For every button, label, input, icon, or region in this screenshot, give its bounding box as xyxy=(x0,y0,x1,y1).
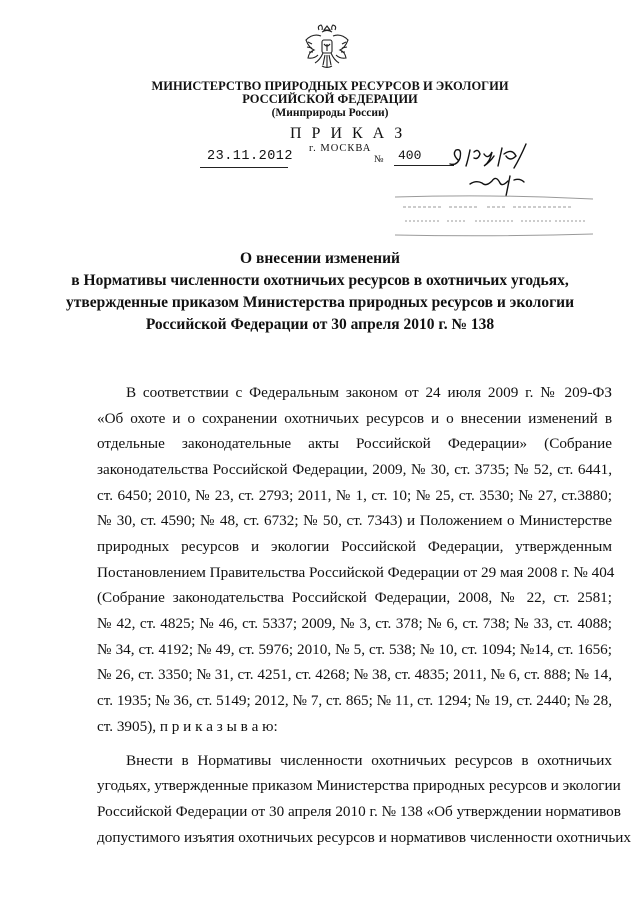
body-line: В соответствии с Федеральным законом от 24 июля 2009 г. № 209-ФЗ xyxy=(126,384,612,401)
body-line: Внести в Нормативы численности охотничьих ресурсов в охотничьих xyxy=(126,752,612,769)
handwritten-signature xyxy=(440,142,550,200)
body-line: Постановлением Правительства Российской Федерации от 29 мая 2008 г. № 404 xyxy=(97,564,615,581)
body-line: ст. 1935; № 36, ст. 5149; 2012, № 7, ст. 865; № 11, ст. 1294; № 19, ст. 2440; № 28, xyxy=(97,692,612,709)
ministry-name-line2: РОССИЙСКОЙ ФЕДЕРАЦИИ xyxy=(242,92,418,106)
body-line: № 42, ст. 4825; № 46, ст. 5337; 2009, № 3, ст. 378; № 6, ст. 738; № 33, ст. 4088; xyxy=(97,615,612,632)
order-title-line3: утвержденные приказом Министерства природных ресурсов и экологии xyxy=(65,294,575,311)
document-date: 23.11.2012 xyxy=(207,149,294,164)
body-line: природных ресурсов и экологии Российской Федерации, утвержденным xyxy=(97,538,612,555)
order-title-line4: Российской Федерации от 30 апреля 2010 г. № 138 xyxy=(145,316,495,333)
body-line: угодьях, утвержденные приказом Министерства природных ресурсов и экологии xyxy=(97,777,621,794)
body-line: № 30, ст. 4590; № 48, ст. 6732; № 50, ст. 7343) и Положением о Министерстве xyxy=(97,512,612,529)
body-line: ст. 6450; 2010, № 23, ст. 2793; 2011, № 1, ст. 10; № 25, ст. 3530; № 27, ст.3880; xyxy=(97,487,612,504)
body-line: законодательства Российской Федерации, 2009, № 30, ст. 3735; № 52, ст. 6441, xyxy=(97,461,612,478)
body-line: допустимого изъятия охотничьих ресурсов и нормативов численности охотничьих xyxy=(97,829,632,846)
registration-stamp xyxy=(395,195,595,237)
body-line: Российской Федерации от 30 апреля 2010 г. № 138 «Об утверждении нормативов xyxy=(97,803,621,820)
document-type: П Р И К А З xyxy=(290,125,406,142)
order-title-line1: О внесении изменений xyxy=(240,250,400,267)
coat-of-arms-icon xyxy=(303,22,351,72)
document-number: 400 xyxy=(398,148,422,163)
date-underline xyxy=(200,167,288,168)
body-line: № 26, ст. 3350; № 31, ст. 4251, ст. 4268; № 38, ст. 4835; 2011, № 6, ст. 888; № 14, xyxy=(97,666,612,683)
ministry-short-name: (Минприроды России) xyxy=(271,107,389,119)
order-title-line2: в Нормативы численности охотничьих ресурсов в охотничьих угодьях, xyxy=(71,272,569,289)
body-line: ст. 3905), п р и к а з ы в а ю: xyxy=(97,718,278,735)
number-sign: № xyxy=(374,154,384,165)
ministry-name-line1: МИНИСТЕРСТВО ПРИРОДНЫХ РЕСУРСОВ И ЭКОЛОГИИ xyxy=(151,79,509,93)
body-line: «Об охоте и о сохранении охотничьих ресурсов и о внесении изменений в xyxy=(97,410,612,427)
body-line: № 34, ст. 4192; № 49, ст. 5976; 2010, № 5, ст. 538; № 10, ст. 1094; №14, ст. 1656; xyxy=(97,641,612,658)
body-line: отдельные законодательные акты Российской Федерации» (Собрание xyxy=(97,435,612,452)
document-city: г. МОСКВА xyxy=(309,143,372,154)
body-line: (Собрание законодательства Российской Федерации, 2008, № 22, ст. 2581; xyxy=(97,589,612,606)
